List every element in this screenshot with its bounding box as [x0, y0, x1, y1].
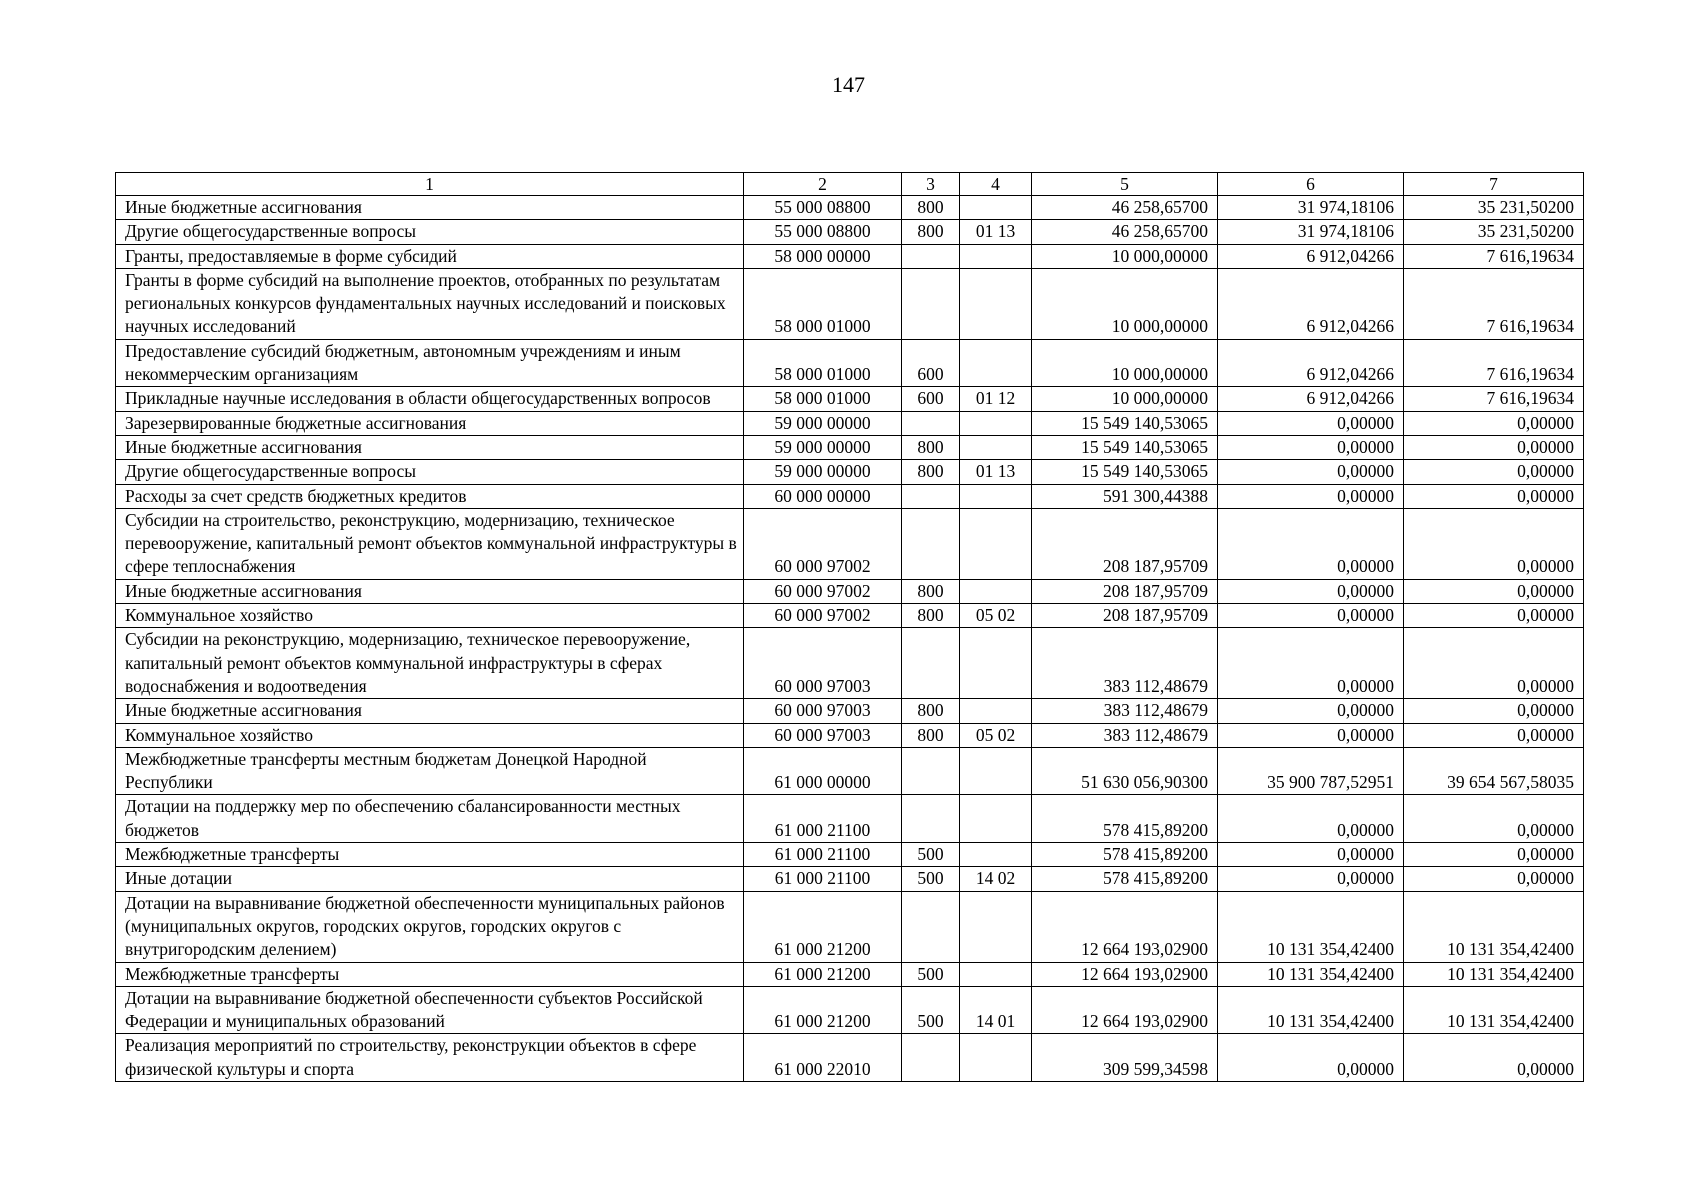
row-amount-col6-cell: 0,00000	[1218, 699, 1404, 723]
row-target-code-cell: 60 000 97002	[744, 604, 902, 628]
row-amount-col7-cell: 7 616,19634	[1404, 268, 1584, 339]
row-target-code-cell: 58 000 01000	[744, 387, 902, 411]
row-section-cell	[960, 962, 1032, 986]
row-target-code-cell: 60 000 97003	[744, 699, 902, 723]
row-expense-type-cell	[902, 268, 960, 339]
row-target-code-cell: 59 000 00000	[744, 435, 902, 459]
row-amount-col7-cell: 0,00000	[1404, 843, 1584, 867]
row-name-cell: Дотации на поддержку мер по обеспечению сбалансированности местных бюджетов	[116, 795, 744, 843]
row-amount-col7-cell: 39 654 567,58035	[1404, 747, 1584, 795]
row-amount-col6-cell: 0,00000	[1218, 411, 1404, 435]
row-expense-type-cell: 500	[902, 986, 960, 1034]
row-amount-col5-cell: 208 187,95709	[1032, 508, 1218, 579]
table-row	[116, 460, 1584, 484]
table-row	[116, 723, 1584, 747]
table-row	[116, 387, 1584, 411]
row-name-cell: Другие общегосударственные вопросы	[116, 460, 744, 484]
row-amount-col5-cell: 383 112,48679	[1032, 723, 1218, 747]
row-expense-type-cell	[902, 484, 960, 508]
row-expense-type-cell: 800	[902, 196, 960, 220]
column-header-2: 2	[744, 173, 902, 196]
row-expense-type-cell	[902, 508, 960, 579]
column-header-4: 4	[960, 173, 1032, 196]
table-row	[116, 843, 1584, 867]
row-section-cell	[960, 891, 1032, 962]
column-header-5: 5	[1032, 173, 1218, 196]
row-expense-type-cell: 500	[902, 867, 960, 891]
table-row	[116, 1034, 1584, 1082]
row-section-cell	[960, 795, 1032, 843]
row-amount-col7-cell: 0,00000	[1404, 579, 1584, 603]
budget-table	[115, 172, 1584, 1082]
row-name-cell: Гранты в форме субсидий на выполнение проектов, отобранных по результатам региональных конкурсов фундаментальных научных исследований и поисковых научных исследований	[116, 268, 744, 339]
table-row	[116, 435, 1584, 459]
page-number: 147	[832, 72, 865, 97]
row-amount-col6-cell: 6 912,04266	[1218, 244, 1404, 268]
row-amount-col7-cell: 0,00000	[1404, 628, 1584, 699]
table-row	[116, 579, 1584, 603]
row-amount-col7-cell: 0,00000	[1404, 867, 1584, 891]
row-amount-col6-cell: 6 912,04266	[1218, 339, 1404, 387]
row-amount-col7-cell: 0,00000	[1404, 604, 1584, 628]
row-target-code-cell: 61 000 00000	[744, 747, 902, 795]
row-section-cell: 05 02	[960, 723, 1032, 747]
row-expense-type-cell	[902, 411, 960, 435]
row-section-cell	[960, 628, 1032, 699]
row-name-cell: Предоставление субсидий бюджетным, автономным учреждениям и иным некоммерческим организациям	[116, 339, 744, 387]
row-section-cell	[960, 244, 1032, 268]
row-amount-col6-cell: 35 900 787,52951	[1218, 747, 1404, 795]
table-row	[116, 339, 1584, 387]
row-section-cell: 14 01	[960, 986, 1032, 1034]
table-row	[116, 220, 1584, 244]
row-amount-col5-cell: 15 549 140,53065	[1032, 411, 1218, 435]
row-amount-col6-cell: 10 131 354,42400	[1218, 986, 1404, 1034]
row-amount-col5-cell: 383 112,48679	[1032, 699, 1218, 723]
row-expense-type-cell: 800	[902, 460, 960, 484]
row-amount-col7-cell: 7 616,19634	[1404, 244, 1584, 268]
row-name-cell: Прикладные научные исследования в области общегосударственных вопросов	[116, 387, 744, 411]
row-target-code-cell: 59 000 00000	[744, 411, 902, 435]
row-section-cell	[960, 339, 1032, 387]
row-amount-col5-cell: 591 300,44388	[1032, 484, 1218, 508]
row-expense-type-cell	[902, 1034, 960, 1082]
row-target-code-cell: 61 000 21100	[744, 795, 902, 843]
row-expense-type-cell: 500	[902, 962, 960, 986]
row-amount-col7-cell: 10 131 354,42400	[1404, 986, 1584, 1034]
row-amount-col7-cell: 0,00000	[1404, 795, 1584, 843]
row-expense-type-cell: 800	[902, 435, 960, 459]
row-amount-col7-cell: 0,00000	[1404, 699, 1584, 723]
row-name-cell: Коммунальное хозяйство	[116, 723, 744, 747]
row-target-code-cell: 58 000 01000	[744, 268, 902, 339]
row-target-code-cell: 60 000 97002	[744, 579, 902, 603]
row-section-cell	[960, 196, 1032, 220]
row-name-cell: Иные бюджетные ассигнования	[116, 579, 744, 603]
row-target-code-cell: 60 000 97002	[744, 508, 902, 579]
row-target-code-cell: 61 000 21200	[744, 986, 902, 1034]
row-amount-col6-cell: 0,00000	[1218, 604, 1404, 628]
row-amount-col7-cell: 35 231,50200	[1404, 220, 1584, 244]
row-amount-col5-cell: 15 549 140,53065	[1032, 460, 1218, 484]
column-header-7: 7	[1404, 173, 1584, 196]
row-section-cell	[960, 484, 1032, 508]
row-name-cell: Иные дотации	[116, 867, 744, 891]
row-target-code-cell: 55 000 08800	[744, 220, 902, 244]
row-amount-col6-cell: 6 912,04266	[1218, 387, 1404, 411]
table-row	[116, 268, 1584, 339]
row-amount-col7-cell: 35 231,50200	[1404, 196, 1584, 220]
row-amount-col6-cell: 31 974,18106	[1218, 220, 1404, 244]
row-target-code-cell: 58 000 01000	[744, 339, 902, 387]
row-amount-col6-cell: 10 131 354,42400	[1218, 891, 1404, 962]
row-expense-type-cell: 600	[902, 339, 960, 387]
row-section-cell	[960, 435, 1032, 459]
row-amount-col7-cell: 7 616,19634	[1404, 339, 1584, 387]
row-section-cell	[960, 843, 1032, 867]
row-amount-col6-cell: 0,00000	[1218, 795, 1404, 843]
row-target-code-cell: 60 000 00000	[744, 484, 902, 508]
table-row	[116, 628, 1584, 699]
row-target-code-cell: 61 000 21100	[744, 843, 902, 867]
row-name-cell: Реализация мероприятий по строительству, реконструкции объектов в сфере физической культуры и спорта	[116, 1034, 744, 1082]
row-expense-type-cell: 800	[902, 604, 960, 628]
row-amount-col7-cell: 0,00000	[1404, 508, 1584, 579]
row-expense-type-cell	[902, 795, 960, 843]
row-amount-col6-cell: 0,00000	[1218, 843, 1404, 867]
row-amount-col5-cell: 578 415,89200	[1032, 843, 1218, 867]
row-amount-col6-cell: 0,00000	[1218, 484, 1404, 508]
row-expense-type-cell: 600	[902, 387, 960, 411]
row-name-cell: Межбюджетные трансферты	[116, 843, 744, 867]
table-row	[116, 962, 1584, 986]
row-amount-col7-cell: 10 131 354,42400	[1404, 891, 1584, 962]
row-expense-type-cell: 800	[902, 723, 960, 747]
row-amount-col7-cell: 10 131 354,42400	[1404, 962, 1584, 986]
row-section-cell: 01 13	[960, 460, 1032, 484]
row-name-cell: Гранты, предоставляемые в форме субсидий	[116, 244, 744, 268]
row-name-cell: Иные бюджетные ассигнования	[116, 435, 744, 459]
row-target-code-cell: 61 000 21200	[744, 891, 902, 962]
row-expense-type-cell: 800	[902, 699, 960, 723]
row-name-cell: Расходы за счет средств бюджетных кредитов	[116, 484, 744, 508]
table-row	[116, 196, 1584, 220]
table-row	[116, 411, 1584, 435]
row-section-cell: 01 12	[960, 387, 1032, 411]
row-amount-col5-cell: 46 258,65700	[1032, 220, 1218, 244]
row-expense-type-cell	[902, 628, 960, 699]
row-expense-type-cell: 800	[902, 220, 960, 244]
column-header-3: 3	[902, 173, 960, 196]
table-row	[116, 484, 1584, 508]
row-amount-col7-cell: 7 616,19634	[1404, 387, 1584, 411]
row-expense-type-cell: 800	[902, 579, 960, 603]
row-expense-type-cell	[902, 747, 960, 795]
row-amount-col7-cell: 0,00000	[1404, 1034, 1584, 1082]
row-section-cell: 14 02	[960, 867, 1032, 891]
table-row	[116, 986, 1584, 1034]
row-name-cell: Коммунальное хозяйство	[116, 604, 744, 628]
row-amount-col5-cell: 208 187,95709	[1032, 579, 1218, 603]
table-header-row	[116, 173, 1584, 196]
row-amount-col5-cell: 10 000,00000	[1032, 268, 1218, 339]
table-row	[116, 604, 1584, 628]
row-name-cell: Зарезервированные бюджетные ассигнования	[116, 411, 744, 435]
row-target-code-cell: 60 000 97003	[744, 723, 902, 747]
row-target-code-cell: 60 000 97003	[744, 628, 902, 699]
row-section-cell	[960, 268, 1032, 339]
row-amount-col5-cell: 12 664 193,02900	[1032, 891, 1218, 962]
budget-table-body	[116, 173, 1584, 1082]
row-name-cell: Другие общегосударственные вопросы	[116, 220, 744, 244]
row-amount-col5-cell: 208 187,95709	[1032, 604, 1218, 628]
column-header-1: 1	[116, 173, 744, 196]
row-amount-col5-cell: 10 000,00000	[1032, 244, 1218, 268]
row-amount-col6-cell: 0,00000	[1218, 579, 1404, 603]
row-amount-col6-cell: 0,00000	[1218, 628, 1404, 699]
table-row	[116, 244, 1584, 268]
row-target-code-cell: 61 000 22010	[744, 1034, 902, 1082]
row-name-cell: Дотации на выравнивание бюджетной обеспеченности муниципальных районов (муниципальных округов, городских округов, городских округов с внутригородским делением)	[116, 891, 744, 962]
row-amount-col6-cell: 0,00000	[1218, 435, 1404, 459]
row-amount-col5-cell: 10 000,00000	[1032, 339, 1218, 387]
row-amount-col5-cell: 578 415,89200	[1032, 795, 1218, 843]
row-amount-col6-cell: 0,00000	[1218, 508, 1404, 579]
row-amount-col7-cell: 0,00000	[1404, 484, 1584, 508]
row-amount-col7-cell: 0,00000	[1404, 723, 1584, 747]
row-name-cell: Дотации на выравнивание бюджетной обеспеченности субъектов Российской Федерации и муниципальных образований	[116, 986, 744, 1034]
table-row	[116, 795, 1584, 843]
row-amount-col6-cell: 0,00000	[1218, 1034, 1404, 1082]
row-amount-col6-cell: 31 974,18106	[1218, 196, 1404, 220]
row-section-cell	[960, 1034, 1032, 1082]
row-expense-type-cell: 500	[902, 843, 960, 867]
row-amount-col6-cell: 6 912,04266	[1218, 268, 1404, 339]
table-row	[116, 508, 1584, 579]
column-header-6: 6	[1218, 173, 1404, 196]
row-amount-col6-cell: 0,00000	[1218, 723, 1404, 747]
row-name-cell: Субсидии на реконструкцию, модернизацию, техническое перевооружение, капитальный ремонт объектов коммунальной инфраструктуры в сферах водоснабжения и водоотведения	[116, 628, 744, 699]
row-target-code-cell: 61 000 21200	[744, 962, 902, 986]
row-section-cell: 01 13	[960, 220, 1032, 244]
row-expense-type-cell	[902, 244, 960, 268]
row-amount-col7-cell: 0,00000	[1404, 435, 1584, 459]
row-target-code-cell: 55 000 08800	[744, 196, 902, 220]
table-row	[116, 699, 1584, 723]
row-target-code-cell: 61 000 21100	[744, 867, 902, 891]
row-target-code-cell: 59 000 00000	[744, 460, 902, 484]
row-section-cell	[960, 699, 1032, 723]
row-amount-col5-cell: 383 112,48679	[1032, 628, 1218, 699]
row-name-cell: Межбюджетные трансферты местным бюджетам Донецкой Народной Республики	[116, 747, 744, 795]
table-row	[116, 747, 1584, 795]
row-amount-col6-cell: 0,00000	[1218, 460, 1404, 484]
row-section-cell	[960, 411, 1032, 435]
row-amount-col7-cell: 0,00000	[1404, 460, 1584, 484]
row-amount-col5-cell: 15 549 140,53065	[1032, 435, 1218, 459]
row-amount-col5-cell: 309 599,34598	[1032, 1034, 1218, 1082]
row-amount-col5-cell: 51 630 056,90300	[1032, 747, 1218, 795]
row-section-cell	[960, 508, 1032, 579]
row-amount-col5-cell: 12 664 193,02900	[1032, 986, 1218, 1034]
row-amount-col5-cell: 578 415,89200	[1032, 867, 1218, 891]
row-amount-col5-cell: 10 000,00000	[1032, 387, 1218, 411]
row-amount-col6-cell: 10 131 354,42400	[1218, 962, 1404, 986]
row-amount-col6-cell: 0,00000	[1218, 867, 1404, 891]
table-row	[116, 891, 1584, 962]
row-expense-type-cell	[902, 891, 960, 962]
row-name-cell: Иные бюджетные ассигнования	[116, 196, 744, 220]
row-target-code-cell: 58 000 00000	[744, 244, 902, 268]
row-section-cell: 05 02	[960, 604, 1032, 628]
row-amount-col5-cell: 12 664 193,02900	[1032, 962, 1218, 986]
table-row	[116, 867, 1584, 891]
row-name-cell: Субсидии на строительство, реконструкцию, модернизацию, техническое перевооружение, капитальный ремонт объектов коммунальной инфраструктуры в сфере теплоснабжения	[116, 508, 744, 579]
row-name-cell: Иные бюджетные ассигнования	[116, 699, 744, 723]
row-section-cell	[960, 579, 1032, 603]
row-section-cell	[960, 747, 1032, 795]
row-amount-col5-cell: 46 258,65700	[1032, 196, 1218, 220]
row-name-cell: Межбюджетные трансферты	[116, 962, 744, 986]
row-amount-col7-cell: 0,00000	[1404, 411, 1584, 435]
